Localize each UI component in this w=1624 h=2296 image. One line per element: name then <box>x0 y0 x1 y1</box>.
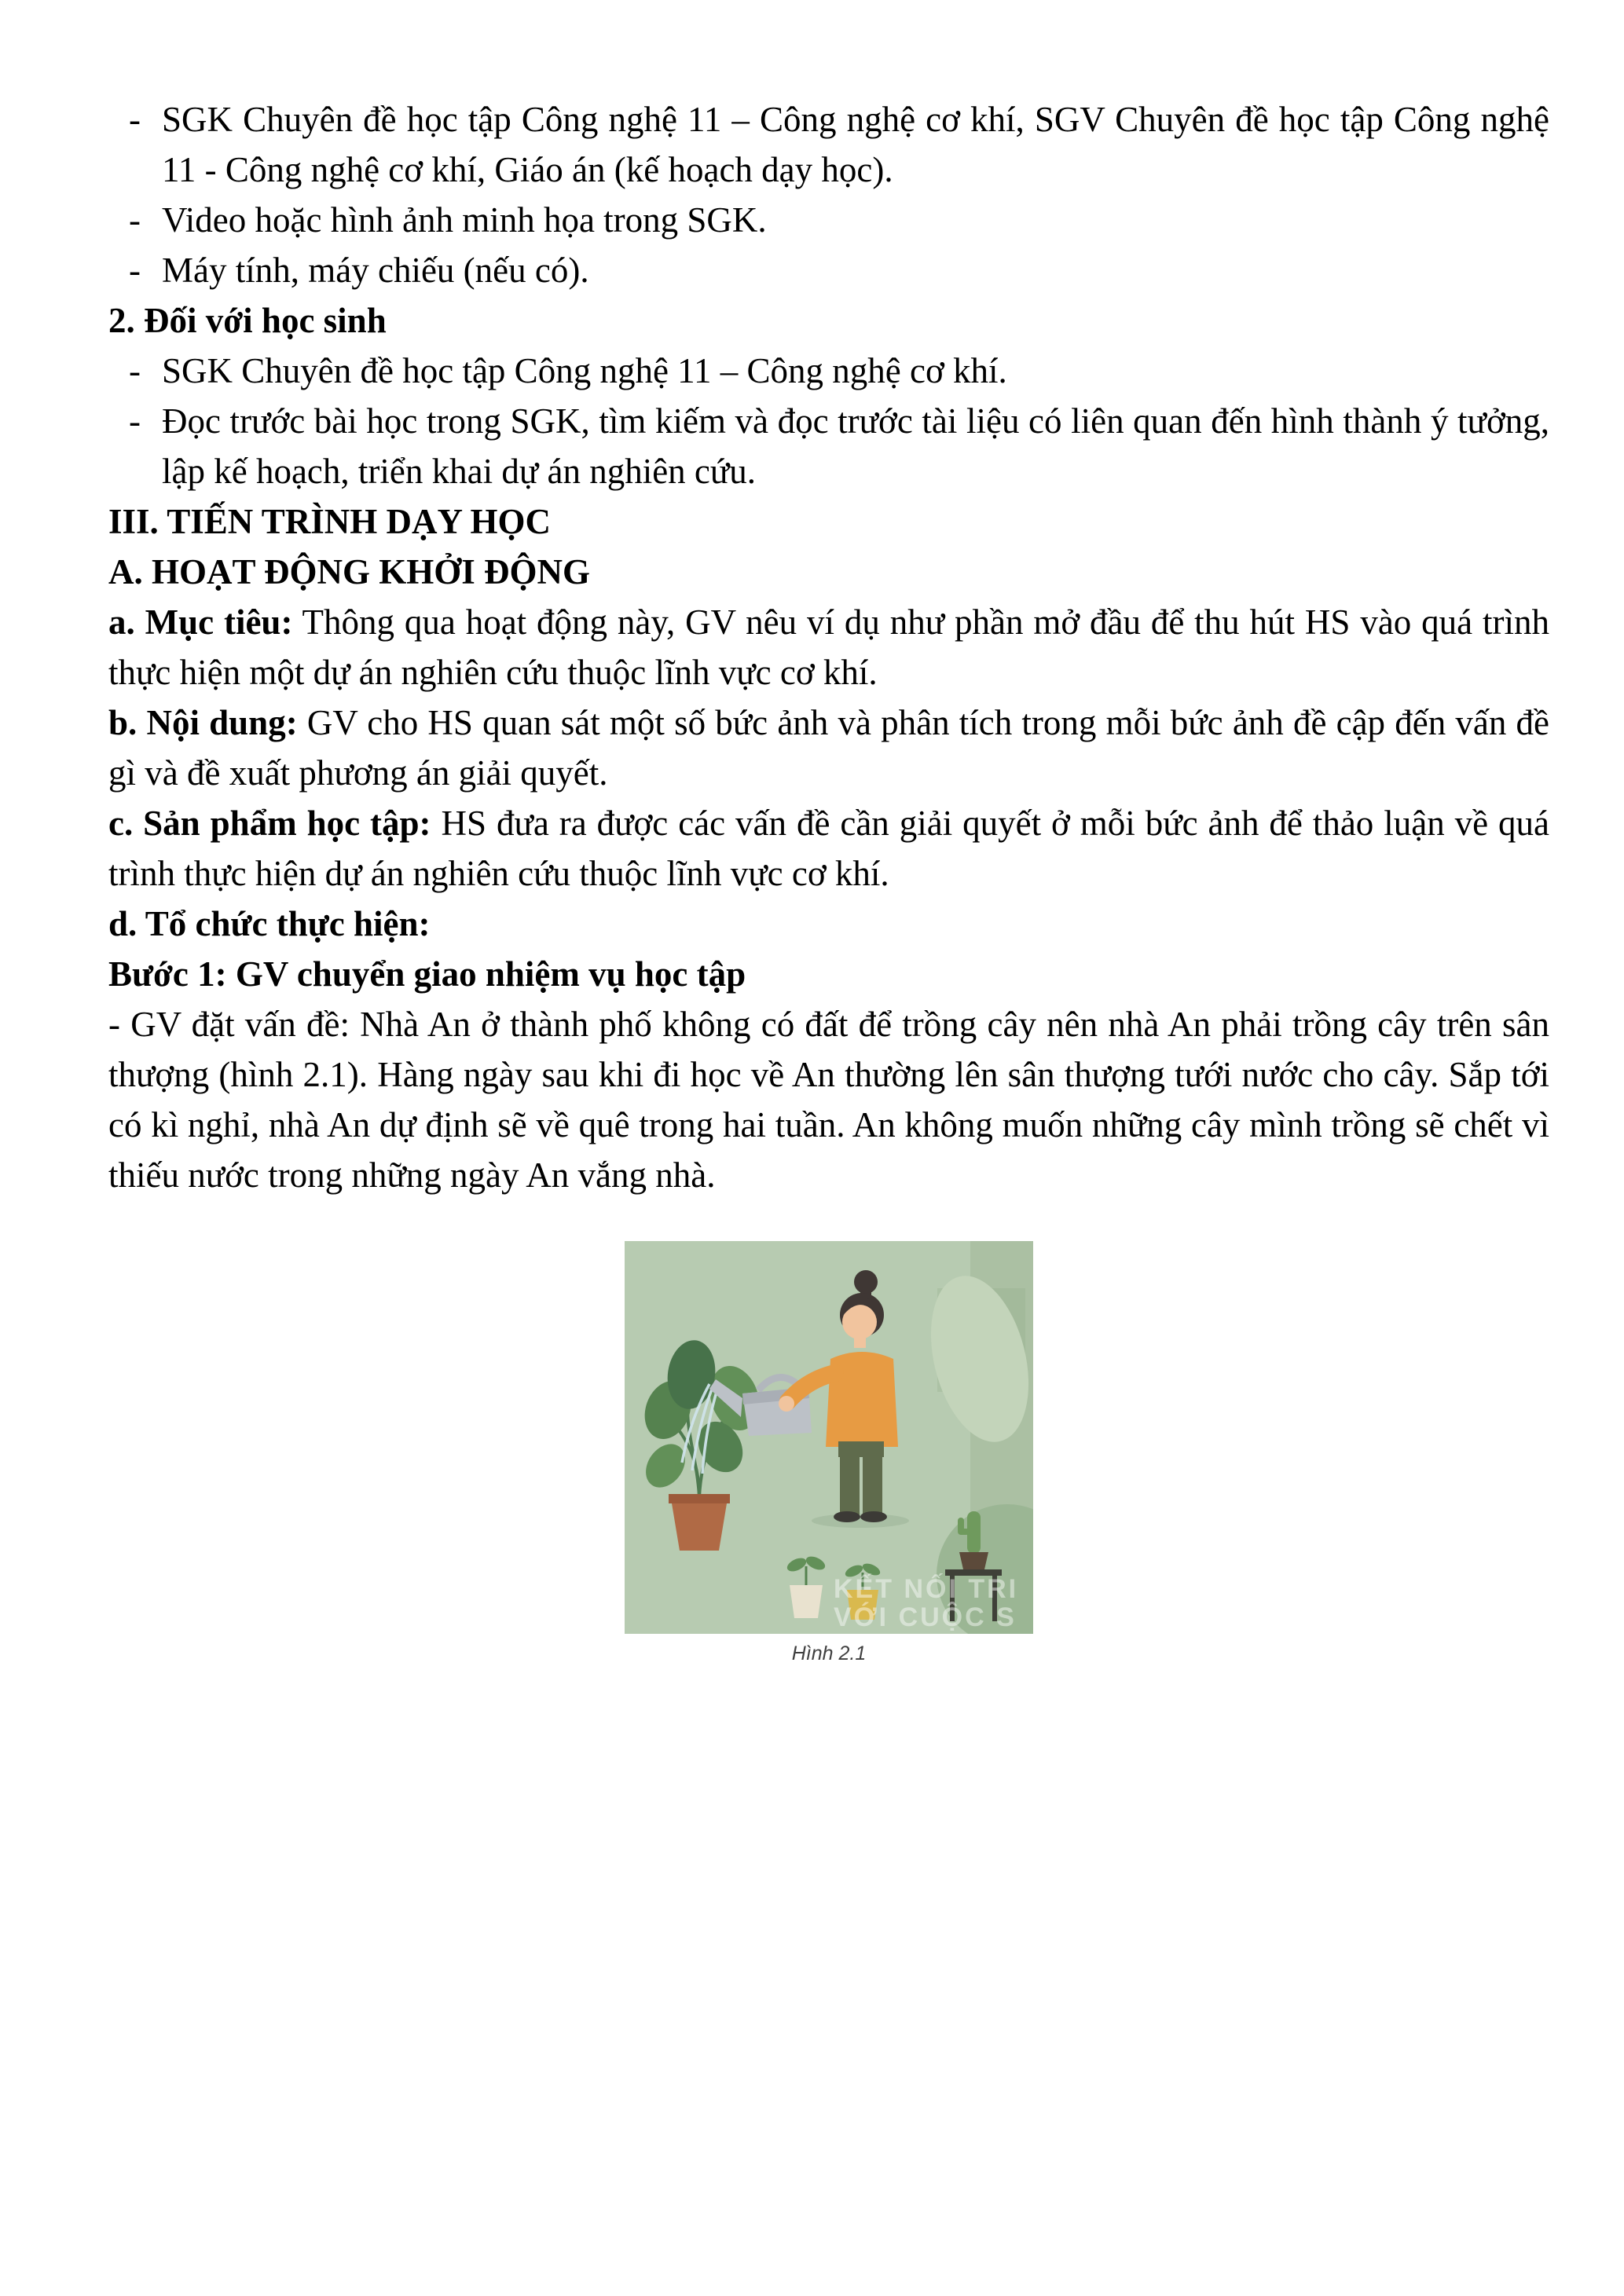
teacher-prep-list <box>108 94 1549 295</box>
lead-label: a. Mục tiêu: <box>108 602 293 642</box>
paragraph-san-pham <box>108 798 1549 899</box>
list-item: - Video hoặc hình ảnh minh họa trong SGK. <box>108 195 1549 245</box>
heading-students: 2. Đối với học sinh <box>108 301 387 340</box>
figure-caption: Hình 2.1 <box>791 1642 867 1664</box>
watering-plants-illustration <box>625 1241 1033 1634</box>
list-item: - SGK Chuyên đề học tập Công nghệ 11 – Công nghệ cơ khí, SGV Chuyên đề học tập Công nghệ 11 - Công nghệ cơ khí, Giáo án (kế hoạch dạy học). <box>108 94 1549 195</box>
watermark-text-line1: KẾT NỐI TRI <box>834 1574 1019 1604</box>
paragraph-text: HS đưa ra được các vấn đề cần giải quyết ở mỗi bức ảnh để thảo luận về quá trình thực hiện dự án nghiên cứu thuộc lĩnh vực cơ khí. <box>108 804 1550 893</box>
heading-to-chuc: d. Tổ chức thực hiện: <box>108 904 431 943</box>
heading-activity: A. HOẠT ĐỘNG KHỞI ĐỘNG <box>108 552 590 591</box>
paragraph-muc-tieu <box>108 597 1549 698</box>
paragraph-text: Thông qua hoạt động này, GV nêu ví dụ như phần mở đầu để thu hút HS vào quá trình thực hiện một dự án nghiên cứu thuộc lĩnh vực cơ khí. <box>108 602 1549 692</box>
heading-process: III. TIẾN TRÌNH DẠY HỌC <box>108 502 552 541</box>
list-item: - Máy tính, máy chiếu (nếu có). <box>108 245 1549 295</box>
list-item: - Đọc trước bài học trong SGK, tìm kiếm và đọc trước tài liệu có liên quan đến hình thành ý tưởng, lập kế hoạch, triển khai dự án nghiên cứu. <box>108 396 1549 496</box>
paragraph-text: GV cho HS quan sát một số bức ảnh và phân tích trong mỗi bức ảnh đề cập đến vấn đề gì và đề xuất phương án giải quyết. <box>108 703 1550 793</box>
lead-label: c. Sản phẩm học tập: <box>108 804 431 843</box>
student-prep-list <box>108 346 1549 496</box>
paragraph-gv-dat-van-de: - GV đặt vấn đề: Nhà An ở thành phố không có đất để trồng cây nên nhà An phải trồng cây trên sân thượng (hình 2.1). Hàng ngày sau khi đi học về An thường lên sân thượng tưới nước cho cây. Sắp tới có kì nghỉ, nhà An dự định sẽ về quê trong hai tuần. An không muốn những cây mình trồng sẽ chết vì thiếu nước trong những ngày An vắng nhà. <box>108 1005 1549 1195</box>
lead-label: b. Nội dung: <box>108 703 298 742</box>
watermark-text-line2: VỚI CUỘC S <box>834 1602 1017 1632</box>
figure-watering-plants <box>625 1241 1033 1665</box>
list-item: - SGK Chuyên đề học tập Công nghệ 11 – Công nghệ cơ khí. <box>108 346 1549 396</box>
heading-buoc1: Bước 1: GV chuyển giao nhiệm vụ học tập <box>108 954 746 994</box>
paragraph-noi-dung <box>108 698 1549 798</box>
